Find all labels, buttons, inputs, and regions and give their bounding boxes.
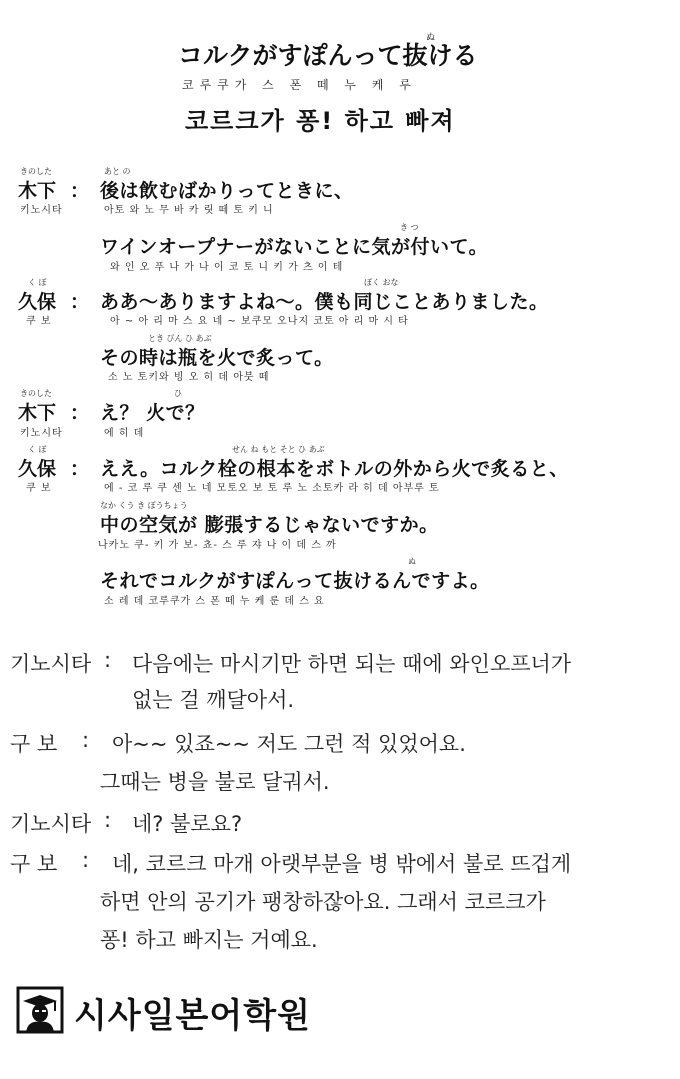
line-ruby: なか くう き ぼうちょう: [100, 501, 188, 510]
speaker-pronunciation: 키노시타: [20, 205, 63, 216]
speaker-ruby: く ぼ: [28, 445, 47, 454]
speaker-separator: ：: [70, 291, 90, 313]
speaker-name: 木下: [18, 180, 57, 202]
title-pronunciation: 코루쿠가 스 폰 떼 누 케 루: [182, 78, 417, 92]
title-japanese: コルクがすぽんって抜ける: [178, 41, 478, 70]
translation-separator: :: [82, 728, 90, 752]
line-pronunciation: 나카노 쿠- 키 가 보- 쵸- 스 루 쟈 나 이 데 스 까: [98, 540, 337, 551]
line-pronunciation: 에 - 코 루 쿠 센 노 네 모토오 보 토 루 노 소토카 라 히 데 아부루 토: [104, 483, 440, 494]
title-furigana: ぬ: [426, 33, 436, 43]
speaker-ruby: きのした: [20, 389, 52, 398]
translation-line: 하면 안의 공기가 팽창하잖아요. 그래서 코르크가: [100, 890, 546, 914]
japanese-line: ええ。コルク栓の根本をボトルの外から火で炙ると、: [100, 458, 569, 480]
line-ruby: ぬ: [408, 557, 416, 566]
line-ruby: き つ: [400, 223, 419, 232]
line-pronunciation: 소 노 토키와 빙 오 히 데 아붓 떼: [108, 372, 270, 383]
line-ruby: ひ: [174, 389, 182, 398]
logo-text: 시사일본어학원: [74, 996, 311, 1036]
japanese-line: え？ 火で？: [100, 402, 205, 424]
speaker-separator: ：: [70, 458, 90, 480]
translation-speaker: 기노시타: [10, 812, 92, 836]
japanese-line: ああ～ありますよね～。僕も同じことありました。: [100, 291, 549, 313]
translation-line: 퐁! 하고 빠지는 거예요.: [100, 928, 318, 952]
translation-speaker: 구 보: [10, 732, 58, 756]
japanese-line: 中の空気が 膨張するじゃないですか。: [100, 514, 439, 536]
line-ruby: とき びん ひ あぶ: [148, 334, 212, 343]
line-pronunciation: 아 ~ 아 리 마 스 요 네 ~ 보쿠모 오나지 코토 아 리 마 시 타: [110, 316, 409, 327]
speaker-separator: ：: [70, 180, 90, 202]
title-korean: 코르크가 퐁! 하고 빠져: [185, 107, 456, 135]
speaker-name: 木下: [18, 402, 57, 424]
translation-line: 네? 불로요?: [132, 812, 243, 836]
japanese-line: それでコルクがすぽんって抜けるんですよ。: [100, 570, 490, 592]
graduate-icon: [16, 986, 64, 1034]
japanese-line: ワインオープナーがないことに気が付いて。: [100, 236, 489, 258]
speaker-ruby: く ぼ: [28, 278, 47, 287]
line-ruby: ぼく おな: [364, 278, 399, 287]
line-pronunciation: 소 레 데 코루쿠가 스 폰 떼 누 케 룬 데 스 요: [104, 596, 325, 607]
speaker-pronunciation: 쿠 보: [26, 316, 52, 327]
translation-line: 그때는 병을 불로 달궈서.: [100, 770, 330, 794]
line-pronunciation: 아토 와 노 무 바 카 릿 떼 토 키 니: [104, 205, 274, 216]
translation-separator: :: [104, 648, 112, 672]
line-ruby: あと の: [104, 167, 131, 176]
translation-separator: :: [82, 848, 90, 872]
japanese-line: その時は瓶を火で炙って。: [100, 347, 334, 369]
speaker-name: 久保: [18, 291, 57, 313]
line-ruby: せん ね もと そと ひ あぶ: [232, 445, 325, 454]
speaker-pronunciation: 쿠 보: [26, 483, 52, 494]
speaker-ruby: きのした: [20, 167, 52, 176]
translation-separator: :: [104, 808, 112, 832]
speaker-pronunciation: 키노시타: [20, 428, 63, 439]
translation-line: 아~~ 있죠~~ 저도 그런 적 있었어요.: [112, 732, 466, 756]
translation-line: 없는 걸 깨달아서.: [132, 688, 295, 712]
line-pronunciation: 에 히 데: [104, 428, 145, 439]
translation-line: 다음에는 마시기만 하면 되는 때에 와인오프너가: [132, 652, 572, 676]
translation-line: 네, 코르크 마개 아랫부분을 병 밖에서 불로 뜨겁게: [112, 852, 572, 876]
speaker-separator: ：: [70, 402, 90, 424]
translation-speaker: 구 보: [10, 852, 58, 876]
speaker-name: 久保: [18, 458, 57, 480]
line-pronunciation: 와 인 오 푸 나 가 나 이 코 토 니 키 가 츠 이 테: [110, 262, 344, 273]
japanese-line: 後は飲むばかりってときに、: [100, 180, 354, 202]
translation-speaker: 기노시타: [10, 652, 92, 676]
